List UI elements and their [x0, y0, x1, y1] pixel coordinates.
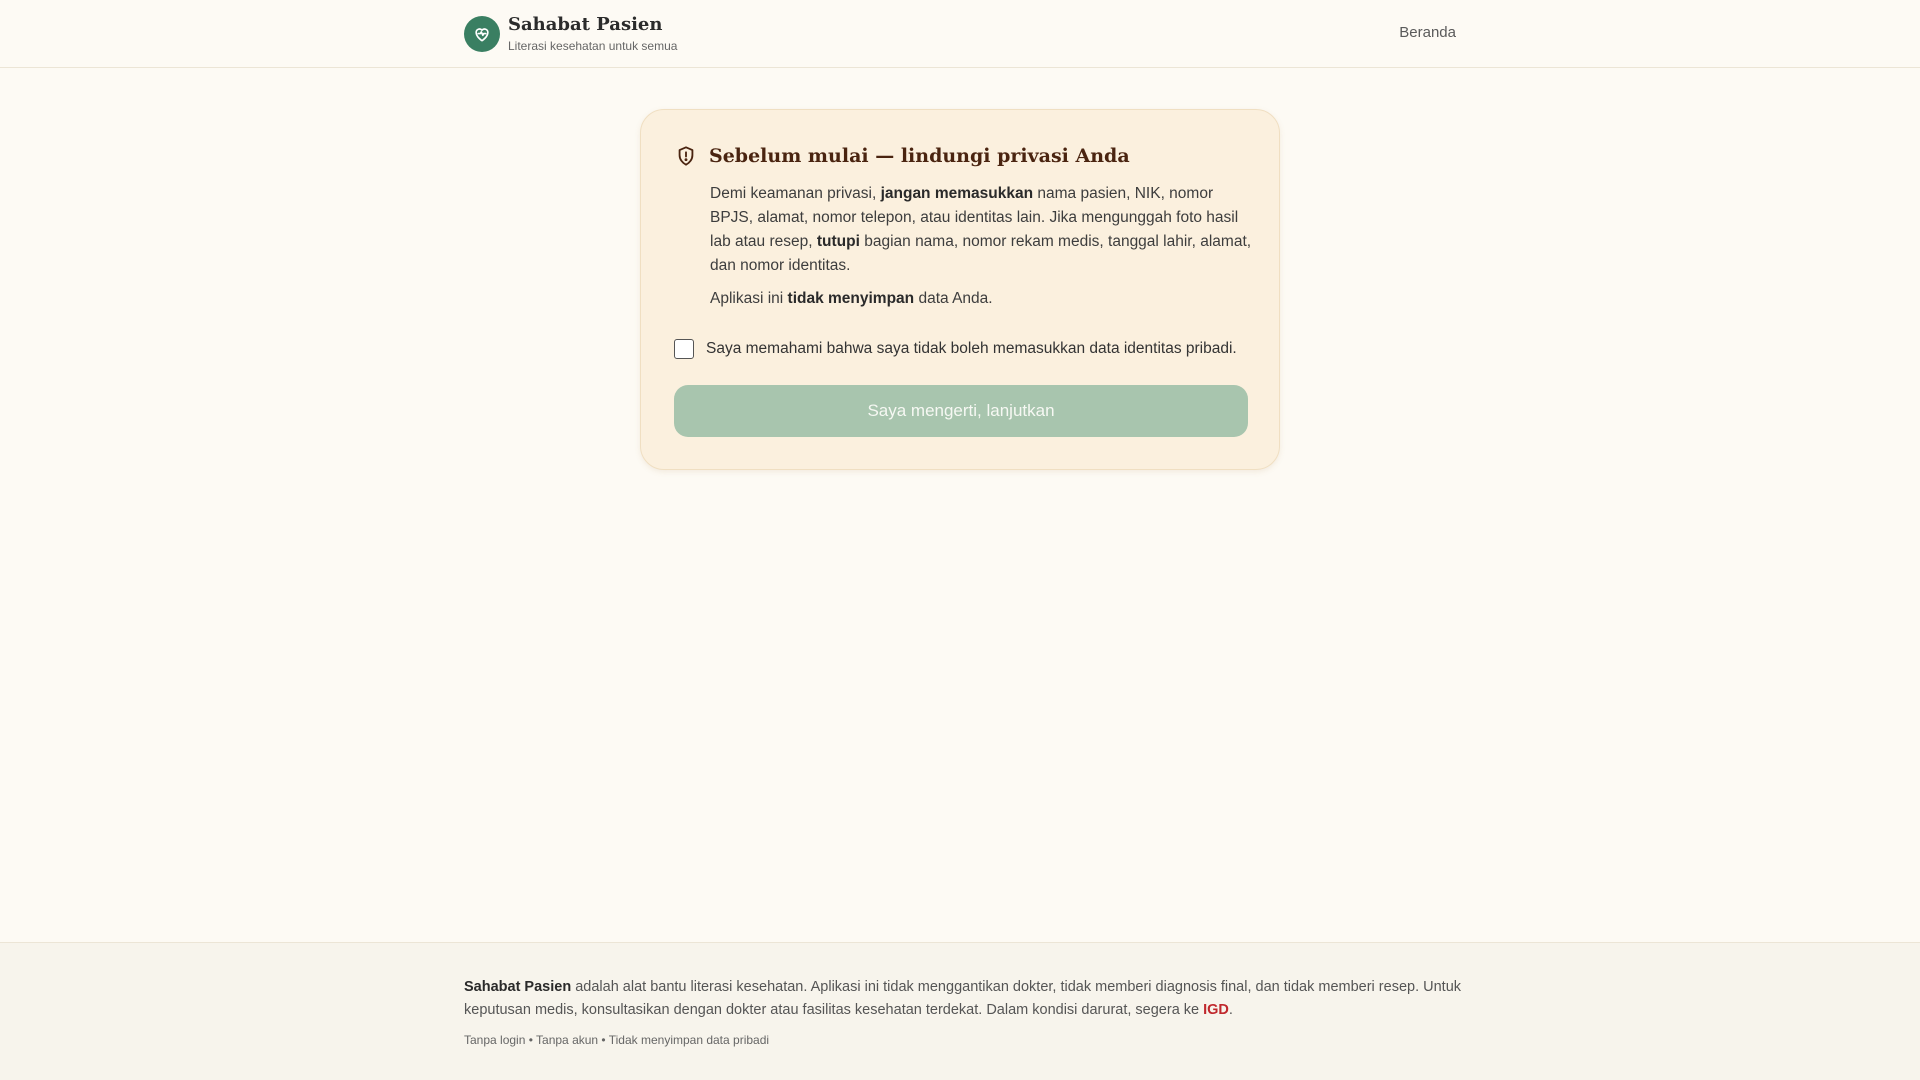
footer-period: .: [1228, 1002, 1233, 1018]
consent-row[interactable]: [674, 339, 1237, 359]
text-segment: bagian nama, nomor rekam medis, tanggal lahir, alamat, dan nomor identitas.: [710, 233, 1252, 274]
footer-tags: Tanpa login • Tanpa akun • Tidak menyimpan data pribadi: [464, 1033, 770, 1047]
brand-title: Sahabat Pasien: [508, 14, 663, 35]
nav-link-beranda[interactable]: Beranda: [1399, 24, 1456, 41]
text-segment: Aplikasi ini: [710, 290, 788, 307]
privacy-warning-text: [710, 182, 1255, 278]
emphasis-tidak-menyimpan: tidak menyimpan: [787, 290, 915, 307]
shield-alert-icon: [675, 144, 697, 168]
footer-disclaimer-text: adalah alat bantu literasi kesehatan. Aplikasi ini tidak menggantikan dokter, tidak memberi diagnosis final, dan tidak memberi resep. Untuk keputusan medis, konsultasikan dengan dokter atau fasilitas kesehatan terdekat. Dalam kondisi darurat, segera ke: [464, 979, 1462, 1018]
continue-button[interactable]: Saya mengerti, lanjutkan: [674, 385, 1248, 437]
top-header: [0, 0, 1920, 68]
privacy-notice-card: [640, 109, 1280, 470]
footer-brand: Sahabat Pasien: [464, 979, 572, 995]
emphasis-tutupi: tutupi: [816, 233, 860, 250]
brand[interactable]: [464, 14, 677, 54]
card-body: [710, 182, 1255, 311]
card-title: Sebelum mulai — lindungi privasi Anda: [709, 145, 1130, 167]
brand-subtitle: Literasi kesehatan untuk semua: [508, 39, 678, 53]
heart-icon: [464, 16, 500, 52]
text-segment: nama pasien, NIK, nomor BPJS, alamat, nomor telepon, atau identitas lain. Jika mengunggah foto hasil lab atau resep,: [710, 185, 1239, 250]
consent-checkbox[interactable]: [674, 339, 694, 359]
igd-highlight: IGD: [1203, 1002, 1229, 1018]
text-segment: Demi keamanan privasi,: [710, 185, 881, 202]
footer: [0, 942, 1920, 1080]
emphasis-jangan-memasukkan: jangan memasukkan: [880, 185, 1034, 202]
data-storage-text: [710, 287, 1255, 311]
text-segment: data Anda.: [914, 290, 993, 307]
consent-label[interactable]: Saya memahami bahwa saya tidak boleh memasukkan data identitas pribadi.: [706, 340, 1237, 357]
card-header: [675, 144, 1130, 168]
footer-disclaimer: [464, 976, 1464, 1022]
